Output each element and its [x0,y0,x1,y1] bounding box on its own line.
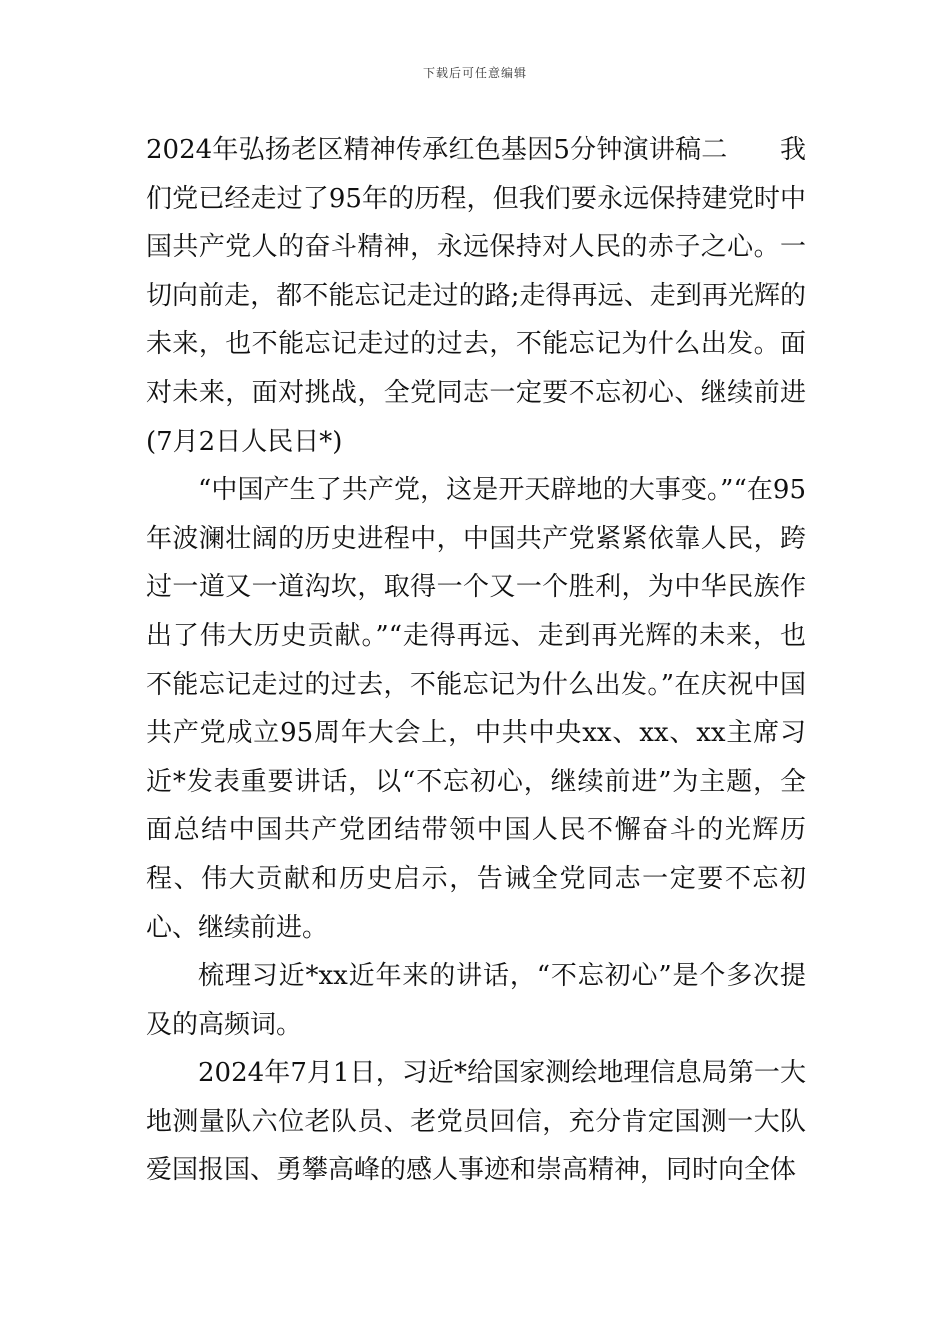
header-note: 下载后可任意编辑 [422,66,527,80]
paragraph-1: 2024年弘扬老区精神传承红色基因5分钟演讲稿二 我们党已经走过了95年的历程，但我们要永远保持建党时中国共产党人的奋斗精神，永远保持对人民的赤子之心。一切向前走，都不能忘记走过的路;走得再远、走到再光辉的未来，也不能忘记走过的过去，不能忘记为什么出发。面对未来，面对挑战，全党同志一定要不忘初心、继续前进(7月2日人民日*) [146,135,806,457]
paragraph-4: 2024年7月1日，习近*给国家测绘地理信息局第一大地测量队六位老队员、老党员回信，充分肯定国测一大队爱国报国、勇攀高峰的感人事迹和崇高精神，同时向全体 [146,1058,806,1186]
paragraph-3: 梳理习近*xx近年来的讲话，“不忘初心”是个多次提及的高频词。 [146,961,806,1040]
paragraph-2: “中国产生了共产党，这是开天辟地的大事变。”“在95年波澜壮阔的历史进程中，中国共产党紧紧依靠人民，跨过一道又一道沟坎，取得一个又一个胜利，为中华民族作出了伟大历史贡献。”“走得再远、走到再光辉的未来，也不能忘记走过的过去，不能忘记为什么出发。”在庆祝中国共产党成立95周年大会上，中共中央xx、xx、xx主席习近*发表重要讲话，以“不忘初心，继续前进”为主题，全面总结中国共产党团结带领中国人民不懈奋斗的光辉历程、伟大贡献和历史启示，告诫全党同志一定要不忘初心、继续前进。 [146,475,806,943]
document-body [146,126,806,1195]
